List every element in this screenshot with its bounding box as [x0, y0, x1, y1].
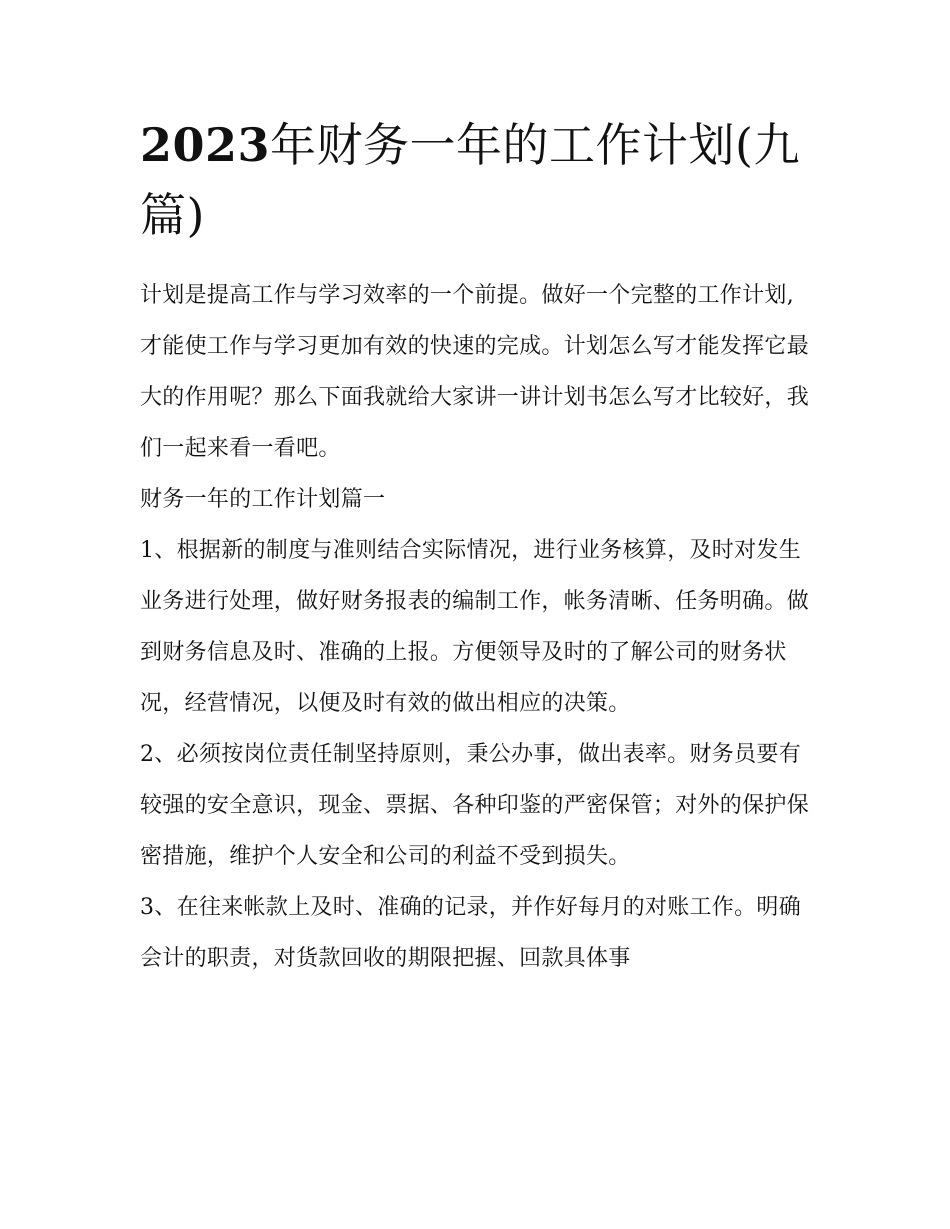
list-item: 1、根据新的制度与准则结合实际情况，进行业务核算，及时对发生业务进行处理，做好财务报表的编制工作，帐务清晰、任务明确。做到财务信息及时、准确的上报。方便领导及时的了解公司的财务状况，经营情况，以便及时有效的做出相应的决策。	[140, 538, 810, 716]
document-title	[140, 110, 810, 250]
intro-paragraph: 计划是提高工作与学习效率的一个前提。做好一个完整的工作计划,才能使工作与学习更加有效的快速的完成。计划怎么写才能发挥它最大的作用呢？那么下面我就给大家讲一讲计划书怎么写才比较好，我们一起来看一看吧。	[140, 283, 810, 461]
list-item: 2、必须按岗位责任制坚持原则，秉公办事，做出表率。财务员要有较强的安全意识，现金、票据、各种印鉴的严密保管；对外的保护保密措施，维护个人安全和公司的利益不受到损失。	[140, 742, 810, 869]
section-title: 财务一年的工作计划篇一	[140, 487, 386, 512]
title-year: 2023	[140, 118, 271, 172]
title-text: 年财务一年的工作计划(九篇)	[140, 118, 800, 242]
list-item: 3、在往来帐款上及时、准确的记录，并作好每月的对账工作。明确会计的职责，对货款回收的期限把握、回款具体事	[140, 895, 801, 971]
